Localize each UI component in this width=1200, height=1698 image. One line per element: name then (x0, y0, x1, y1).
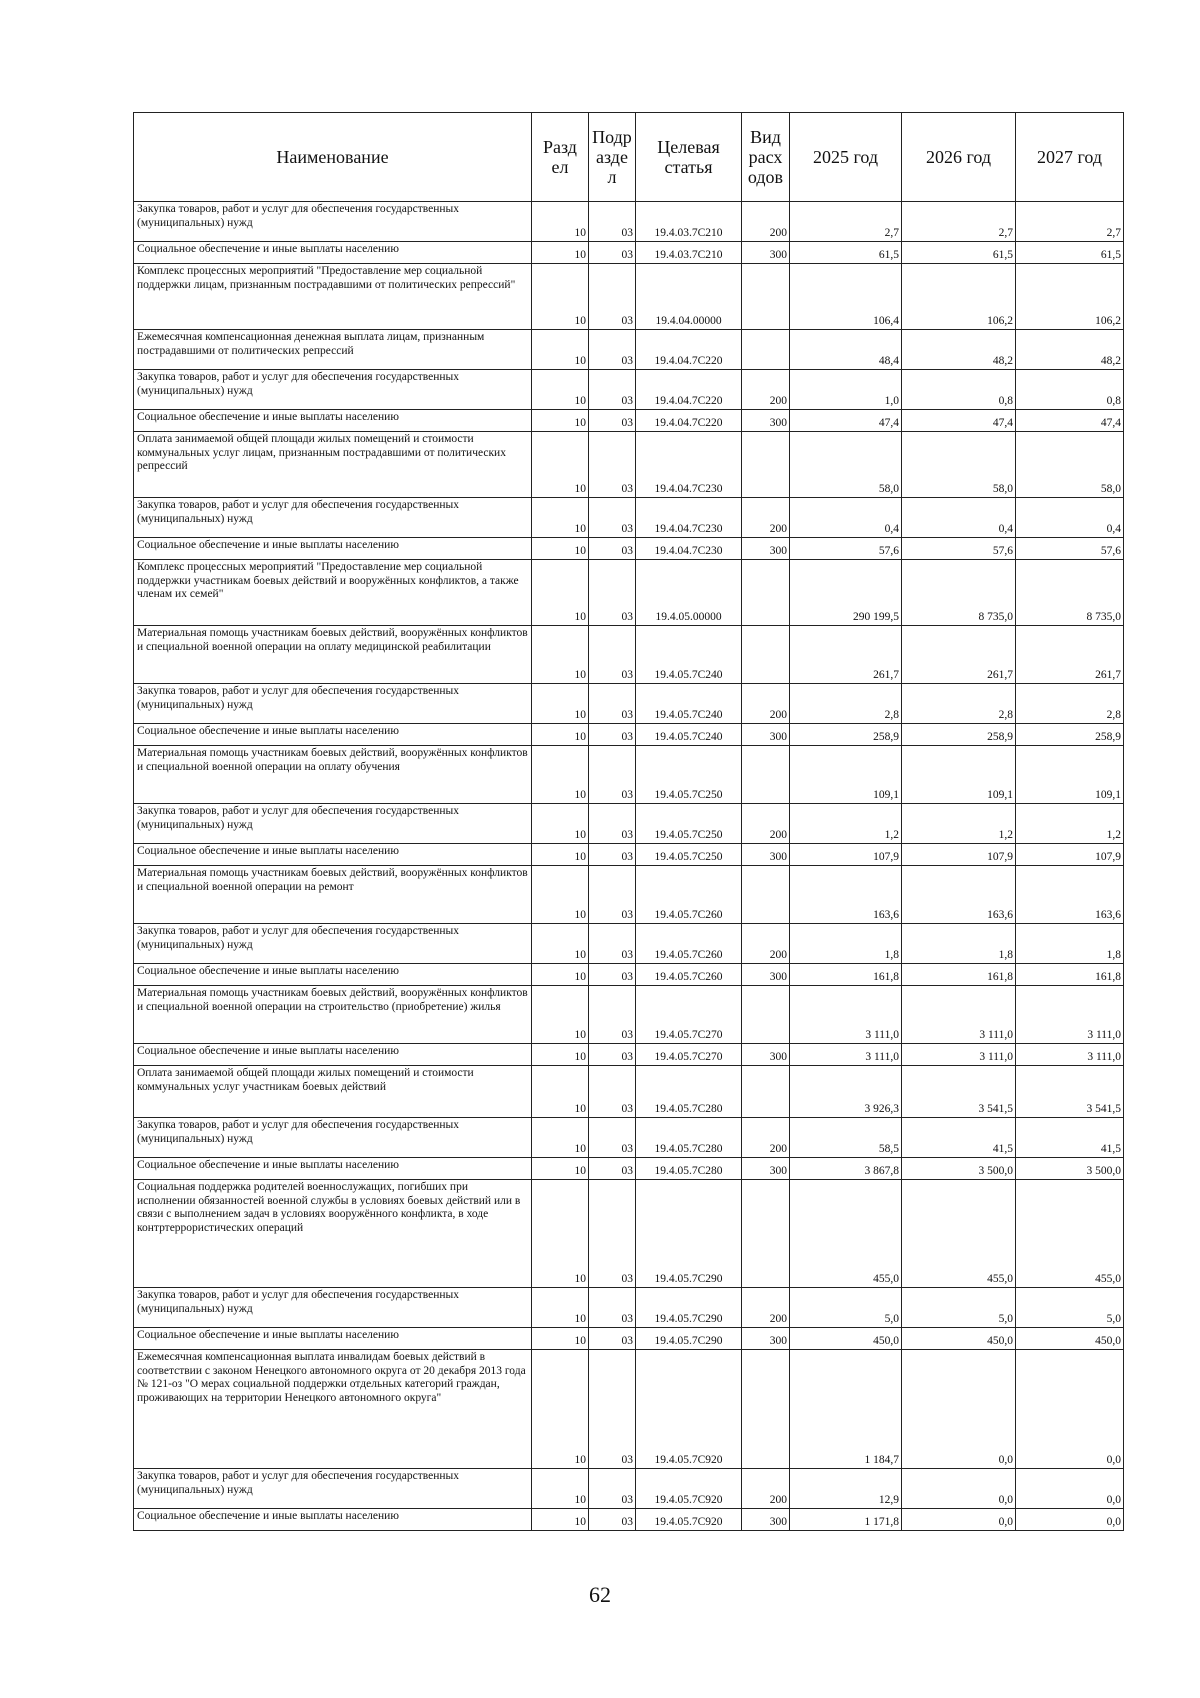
cell-name: Социальное обеспечение и иные выплаты населению (134, 1509, 532, 1531)
table-row (134, 202, 1124, 242)
cell-expense-type: 200 (742, 202, 790, 242)
cell-subsection: 03 (589, 370, 636, 410)
cell-2025: 455,0 (790, 1180, 902, 1288)
cell-subsection: 03 (589, 432, 636, 498)
cell-section: 10 (532, 1469, 589, 1509)
cell-name: Социальное обеспечение и иные выплаты населению (134, 1044, 532, 1066)
cell-name: Закупка товаров, работ и услуг для обеспечения государственных (муниципальных) нужд (134, 924, 532, 964)
cell-2027: 3 500,0 (1016, 1158, 1124, 1180)
cell-name: Ежемесячная компенсационная выплата инвалидам боевых действий в соответствии с законом Ненецкого автономного округа от 20 декабря 2013 года № 121-оз "О мерах социальной поддержки отдельных категорий граждан, проживающих на территории Ненецкого автономного округа" (134, 1350, 532, 1469)
cell-2025: 450,0 (790, 1328, 902, 1350)
cell-subsection: 03 (589, 924, 636, 964)
cell-expense-type: 200 (742, 498, 790, 538)
cell-target: 19.4.04.7C220 (636, 370, 742, 410)
cell-2027: 261,7 (1016, 626, 1124, 684)
cell-section: 10 (532, 924, 589, 964)
cell-2027: 106,2 (1016, 264, 1124, 330)
table-row (134, 684, 1124, 724)
cell-expense-type (742, 330, 790, 370)
cell-subsection: 03 (589, 804, 636, 844)
cell-2025: 2,8 (790, 684, 902, 724)
cell-2026: 3 111,0 (902, 1044, 1016, 1066)
cell-2027: 57,6 (1016, 538, 1124, 560)
header-section-line-1: Разд (543, 137, 577, 157)
cell-target: 19.4.05.7C920 (636, 1350, 742, 1469)
cell-target: 19.4.05.7C270 (636, 1044, 742, 1066)
table-row (134, 1158, 1124, 1180)
cell-2025: 0,4 (790, 498, 902, 538)
cell-2025: 57,6 (790, 538, 902, 560)
cell-2025: 47,4 (790, 410, 902, 432)
header-2027: 2027 год (1016, 113, 1124, 202)
cell-2026: 261,7 (902, 626, 1016, 684)
table-row (134, 746, 1124, 804)
cell-name: Закупка товаров, работ и услуг для обеспечения государственных (муниципальных) нужд (134, 498, 532, 538)
cell-2027: 0,0 (1016, 1350, 1124, 1469)
header-section-line-2: ел (551, 157, 569, 177)
cell-target: 19.4.05.7C280 (636, 1066, 742, 1118)
cell-target: 19.4.05.7C250 (636, 844, 742, 866)
cell-expense-type (742, 1350, 790, 1469)
cell-2025: 107,9 (790, 844, 902, 866)
cell-target: 19.4.04.7C230 (636, 498, 742, 538)
cell-target: 19.4.05.7C290 (636, 1328, 742, 1350)
cell-target: 19.4.05.7C260 (636, 866, 742, 924)
cell-2025: 1,2 (790, 804, 902, 844)
cell-expense-type: 200 (742, 370, 790, 410)
header-section (532, 113, 589, 202)
cell-section: 10 (532, 432, 589, 498)
table-row (134, 410, 1124, 432)
cell-section: 10 (532, 560, 589, 626)
cell-2025: 12,9 (790, 1469, 902, 1509)
cell-name: Социальное обеспечение и иные выплаты населению (134, 410, 532, 432)
cell-name: Оплата занимаемой общей площади жилых помещений и стоимости коммунальных услуг участникам боевых действий (134, 1066, 532, 1118)
cell-target: 19.4.03.7C210 (636, 202, 742, 242)
table-row (134, 370, 1124, 410)
cell-2027: 109,1 (1016, 746, 1124, 804)
cell-2026: 3 541,5 (902, 1066, 1016, 1118)
cell-2025: 1,0 (790, 370, 902, 410)
cell-expense-type: 300 (742, 1509, 790, 1531)
cell-2025: 258,9 (790, 724, 902, 746)
cell-2027: 258,9 (1016, 724, 1124, 746)
table-row (134, 560, 1124, 626)
cell-subsection: 03 (589, 1509, 636, 1531)
cell-subsection: 03 (589, 1118, 636, 1158)
cell-2026: 8 735,0 (902, 560, 1016, 626)
cell-2026: 57,6 (902, 538, 1016, 560)
table-row (134, 1288, 1124, 1328)
cell-name: Социальное обеспечение и иные выплаты населению (134, 1328, 532, 1350)
cell-2026: 455,0 (902, 1180, 1016, 1288)
cell-2025: 58,0 (790, 432, 902, 498)
header-target (636, 113, 742, 202)
cell-2027: 0,0 (1016, 1509, 1124, 1531)
cell-subsection: 03 (589, 1350, 636, 1469)
header-target-line-2: статья (664, 157, 713, 177)
cell-subsection: 03 (589, 866, 636, 924)
cell-subsection: 03 (589, 1066, 636, 1118)
cell-name: Социальная поддержка родителей военнослужащих, погибших при исполнении обязанностей военной службы в условиях боевых действий или в связи с выполнением задач в условиях вооружённого конфликта, в ходе контртеррористических операций (134, 1180, 532, 1288)
cell-name: Закупка товаров, работ и услуг для обеспечения государственных (муниципальных) нужд (134, 1288, 532, 1328)
cell-name: Закупка товаров, работ и услуг для обеспечения государственных (муниципальных) нужд (134, 1469, 532, 1509)
cell-2027: 41,5 (1016, 1118, 1124, 1158)
cell-2026: 450,0 (902, 1328, 1016, 1350)
cell-2026: 47,4 (902, 410, 1016, 432)
cell-2027: 107,9 (1016, 844, 1124, 866)
cell-2027: 161,8 (1016, 964, 1124, 986)
cell-2027: 58,0 (1016, 432, 1124, 498)
cell-section: 10 (532, 264, 589, 330)
cell-2027: 47,4 (1016, 410, 1124, 432)
cell-2027: 455,0 (1016, 1180, 1124, 1288)
cell-section: 10 (532, 410, 589, 432)
table-body (134, 202, 1124, 1531)
cell-2025: 161,8 (790, 964, 902, 986)
cell-subsection: 03 (589, 1158, 636, 1180)
cell-section: 10 (532, 964, 589, 986)
cell-name: Социальное обеспечение и иные выплаты населению (134, 242, 532, 264)
cell-2025: 1 171,8 (790, 1509, 902, 1531)
cell-name: Социальное обеспечение и иные выплаты населению (134, 964, 532, 986)
cell-2025: 3 111,0 (790, 986, 902, 1044)
cell-expense-type: 300 (742, 538, 790, 560)
cell-subsection: 03 (589, 202, 636, 242)
cell-section: 10 (532, 1118, 589, 1158)
cell-subsection: 03 (589, 626, 636, 684)
cell-2027: 0,4 (1016, 498, 1124, 538)
cell-expense-type: 200 (742, 684, 790, 724)
cell-subsection: 03 (589, 1328, 636, 1350)
table-row (134, 330, 1124, 370)
table-row (134, 242, 1124, 264)
cell-target: 19.4.04.7C220 (636, 410, 742, 432)
cell-2026: 2,8 (902, 684, 1016, 724)
cell-subsection: 03 (589, 684, 636, 724)
cell-2026: 106,2 (902, 264, 1016, 330)
cell-2027: 0,0 (1016, 1469, 1124, 1509)
header-expense-line-3: одов (747, 167, 784, 187)
cell-target: 19.4.05.00000 (636, 560, 742, 626)
cell-section: 10 (532, 986, 589, 1044)
cell-2026: 61,5 (902, 242, 1016, 264)
cell-section: 10 (532, 1328, 589, 1350)
cell-2025: 1,8 (790, 924, 902, 964)
cell-2025: 109,1 (790, 746, 902, 804)
cell-2025: 290 199,5 (790, 560, 902, 626)
table-row (134, 626, 1124, 684)
cell-name: Социальное обеспечение и иные выплаты населению (134, 724, 532, 746)
cell-2026: 1,2 (902, 804, 1016, 844)
cell-expense-type: 200 (742, 924, 790, 964)
cell-2027: 3 111,0 (1016, 1044, 1124, 1066)
cell-expense-type: 200 (742, 1118, 790, 1158)
cell-subsection: 03 (589, 724, 636, 746)
table-row (134, 264, 1124, 330)
header-subsection-line-1: Подр (592, 127, 632, 147)
cell-2026: 3 500,0 (902, 1158, 1016, 1180)
table-row (134, 538, 1124, 560)
cell-expense-type: 300 (742, 844, 790, 866)
cell-section: 10 (532, 1158, 589, 1180)
cell-2027: 48,2 (1016, 330, 1124, 370)
cell-2026: 0,0 (902, 1509, 1016, 1531)
cell-2027: 3 541,5 (1016, 1066, 1124, 1118)
cell-expense-type (742, 986, 790, 1044)
cell-section: 10 (532, 804, 589, 844)
cell-2026: 5,0 (902, 1288, 1016, 1328)
cell-2025: 1 184,7 (790, 1350, 902, 1469)
cell-name: Материальная помощь участникам боевых действий, вооружённых конфликтов и специальной военной операции на оплату медицинской реабилитации (134, 626, 532, 684)
cell-target: 19.4.05.7C290 (636, 1180, 742, 1288)
cell-2026: 3 111,0 (902, 986, 1016, 1044)
cell-name: Закупка товаров, работ и услуг для обеспечения государственных (муниципальных) нужд (134, 370, 532, 410)
table-row (134, 924, 1124, 964)
cell-name: Социальное обеспечение и иные выплаты населению (134, 1158, 532, 1180)
cell-2025: 58,5 (790, 1118, 902, 1158)
cell-subsection: 03 (589, 986, 636, 1044)
cell-expense-type (742, 1180, 790, 1288)
cell-name: Материальная помощь участникам боевых действий, вооружённых конфликтов и специальной военной операции на ремонт (134, 866, 532, 924)
cell-expense-type: 200 (742, 1469, 790, 1509)
cell-target: 19.4.04.7C230 (636, 538, 742, 560)
cell-2025: 163,6 (790, 866, 902, 924)
cell-2025: 261,7 (790, 626, 902, 684)
table-row (134, 498, 1124, 538)
cell-2025: 61,5 (790, 242, 902, 264)
cell-expense-type (742, 432, 790, 498)
cell-2026: 1,8 (902, 924, 1016, 964)
cell-target: 19.4.05.7C240 (636, 724, 742, 746)
cell-expense-type: 300 (742, 724, 790, 746)
header-subsection-line-2: азде (596, 147, 628, 167)
cell-name: Закупка товаров, работ и услуг для обеспечения государственных (муниципальных) нужд (134, 684, 532, 724)
cell-section: 10 (532, 330, 589, 370)
cell-2026: 41,5 (902, 1118, 1016, 1158)
cell-2027: 8 735,0 (1016, 560, 1124, 626)
cell-2027: 61,5 (1016, 242, 1124, 264)
cell-expense-type (742, 560, 790, 626)
cell-subsection: 03 (589, 1288, 636, 1328)
table-header-row (134, 113, 1124, 202)
table-row (134, 1469, 1124, 1509)
table-row (134, 866, 1124, 924)
cell-subsection: 03 (589, 330, 636, 370)
cell-target: 19.4.04.00000 (636, 264, 742, 330)
cell-name: Закупка товаров, работ и услуг для обеспечения государственных (муниципальных) нужд (134, 804, 532, 844)
cell-expense-type: 300 (742, 1328, 790, 1350)
cell-section: 10 (532, 746, 589, 804)
cell-target: 19.4.05.7C250 (636, 746, 742, 804)
cell-target: 19.4.05.7C260 (636, 964, 742, 986)
table-row (134, 844, 1124, 866)
cell-subsection: 03 (589, 964, 636, 986)
cell-section: 10 (532, 626, 589, 684)
cell-subsection: 03 (589, 498, 636, 538)
cell-section: 10 (532, 1044, 589, 1066)
cell-section: 10 (532, 1288, 589, 1328)
cell-expense-type (742, 1066, 790, 1118)
cell-2027: 450,0 (1016, 1328, 1124, 1350)
cell-2027: 2,7 (1016, 202, 1124, 242)
cell-section: 10 (532, 202, 589, 242)
cell-target: 19.4.05.7C280 (636, 1158, 742, 1180)
cell-subsection: 03 (589, 1180, 636, 1288)
cell-expense-type: 300 (742, 1158, 790, 1180)
cell-name: Оплата занимаемой общей площади жилых помещений и стоимости коммунальных услуг лицам, признанным пострадавшими от политических репрессий (134, 432, 532, 498)
cell-expense-type: 300 (742, 964, 790, 986)
cell-name: Социальное обеспечение и иные выплаты населению (134, 844, 532, 866)
cell-target: 19.4.04.7C230 (636, 432, 742, 498)
table-row (134, 986, 1124, 1044)
header-expense-line-1: Вид (750, 127, 781, 147)
cell-expense-type: 200 (742, 804, 790, 844)
cell-section: 10 (532, 498, 589, 538)
header-name: Наименование (134, 113, 532, 202)
header-subsection-line-3: л (607, 167, 617, 187)
cell-2025: 3 926,3 (790, 1066, 902, 1118)
cell-2025: 2,7 (790, 202, 902, 242)
cell-section: 10 (532, 1066, 589, 1118)
cell-target: 19.4.05.7C240 (636, 684, 742, 724)
cell-expense-type (742, 746, 790, 804)
table-row (134, 1066, 1124, 1118)
cell-section: 10 (532, 370, 589, 410)
cell-2025: 3 111,0 (790, 1044, 902, 1066)
table-row (134, 1509, 1124, 1531)
cell-section: 10 (532, 1350, 589, 1469)
table-row (134, 1118, 1124, 1158)
cell-subsection: 03 (589, 242, 636, 264)
cell-2027: 3 111,0 (1016, 986, 1124, 1044)
table-row (134, 1044, 1124, 1066)
cell-name: Социальное обеспечение и иные выплаты населению (134, 538, 532, 560)
cell-section: 10 (532, 242, 589, 264)
cell-section: 10 (532, 538, 589, 560)
cell-expense-type: 300 (742, 242, 790, 264)
cell-section: 10 (532, 1180, 589, 1288)
cell-2026: 109,1 (902, 746, 1016, 804)
cell-expense-type (742, 264, 790, 330)
cell-2027: 0,8 (1016, 370, 1124, 410)
cell-target: 19.4.05.7C280 (636, 1118, 742, 1158)
cell-name: Комплекс процессных мероприятий "Предоставление мер социальной поддержки участникам боевых действий и вооружённых конфликтов, а также членам их семей" (134, 560, 532, 626)
cell-subsection: 03 (589, 844, 636, 866)
header-expense-line-2: расх (748, 147, 783, 167)
cell-section: 10 (532, 1509, 589, 1531)
cell-2026: 2,7 (902, 202, 1016, 242)
cell-target: 19.4.05.7C920 (636, 1469, 742, 1509)
cell-name: Ежемесячная компенсационная денежная выплата лицам, признанным пострадавшими от политических репрессий (134, 330, 532, 370)
cell-expense-type: 300 (742, 1044, 790, 1066)
cell-subsection: 03 (589, 1469, 636, 1509)
cell-target: 19.4.05.7C270 (636, 986, 742, 1044)
cell-section: 10 (532, 844, 589, 866)
header-2025: 2025 год (790, 113, 902, 202)
cell-2026: 0,0 (902, 1350, 1016, 1469)
table-row (134, 964, 1124, 986)
cell-target: 19.4.03.7C210 (636, 242, 742, 264)
cell-2027: 2,8 (1016, 684, 1124, 724)
cell-2026: 0,4 (902, 498, 1016, 538)
cell-2026: 107,9 (902, 844, 1016, 866)
cell-section: 10 (532, 724, 589, 746)
cell-target: 19.4.04.7C220 (636, 330, 742, 370)
page-number: 62 (589, 1582, 611, 1607)
table-row (134, 432, 1124, 498)
cell-target: 19.4.05.7C290 (636, 1288, 742, 1328)
cell-subsection: 03 (589, 746, 636, 804)
cell-section: 10 (532, 866, 589, 924)
cell-expense-type (742, 626, 790, 684)
cell-2026: 258,9 (902, 724, 1016, 746)
cell-name: Закупка товаров, работ и услуг для обеспечения государственных (муниципальных) нужд (134, 202, 532, 242)
cell-expense-type (742, 866, 790, 924)
cell-2027: 163,6 (1016, 866, 1124, 924)
cell-2026: 0,8 (902, 370, 1016, 410)
cell-2026: 58,0 (902, 432, 1016, 498)
cell-expense-type: 300 (742, 410, 790, 432)
cell-name: Закупка товаров, работ и услуг для обеспечения государственных (муниципальных) нужд (134, 1118, 532, 1158)
header-expense-type (742, 113, 790, 202)
header-2026: 2026 год (902, 113, 1016, 202)
table-row (134, 724, 1124, 746)
cell-subsection: 03 (589, 1044, 636, 1066)
cell-name: Комплекс процессных мероприятий "Предоставление мер социальной поддержки лицам, признанным пострадавшими от политических репрессий" (134, 264, 532, 330)
cell-2026: 48,2 (902, 330, 1016, 370)
budget-table (133, 112, 1124, 1531)
table-row (134, 1328, 1124, 1350)
cell-target: 19.4.05.7C240 (636, 626, 742, 684)
cell-2027: 1,8 (1016, 924, 1124, 964)
cell-name: Материальная помощь участникам боевых действий, вооружённых конфликтов и специальной военной операции на оплату обучения (134, 746, 532, 804)
cell-2027: 5,0 (1016, 1288, 1124, 1328)
cell-target: 19.4.05.7C250 (636, 804, 742, 844)
cell-name: Материальная помощь участникам боевых действий, вооружённых конфликтов и специальной военной операции на строительство (приобретение) жилья (134, 986, 532, 1044)
cell-expense-type: 200 (742, 1288, 790, 1328)
cell-2025: 106,4 (790, 264, 902, 330)
cell-target: 19.4.05.7C260 (636, 924, 742, 964)
cell-2026: 163,6 (902, 866, 1016, 924)
cell-target: 19.4.05.7C920 (636, 1509, 742, 1531)
cell-section: 10 (532, 684, 589, 724)
cell-subsection: 03 (589, 410, 636, 432)
cell-subsection: 03 (589, 538, 636, 560)
cell-2025: 5,0 (790, 1288, 902, 1328)
header-subsection (589, 113, 636, 202)
table-row (134, 1180, 1124, 1288)
cell-2025: 48,4 (790, 330, 902, 370)
table-row (134, 1350, 1124, 1469)
cell-2027: 1,2 (1016, 804, 1124, 844)
table-row (134, 804, 1124, 844)
header-target-line-1: Целевая (657, 137, 720, 157)
cell-subsection: 03 (589, 560, 636, 626)
cell-2025: 3 867,8 (790, 1158, 902, 1180)
cell-2026: 0,0 (902, 1469, 1016, 1509)
cell-subsection: 03 (589, 264, 636, 330)
cell-2026: 161,8 (902, 964, 1016, 986)
